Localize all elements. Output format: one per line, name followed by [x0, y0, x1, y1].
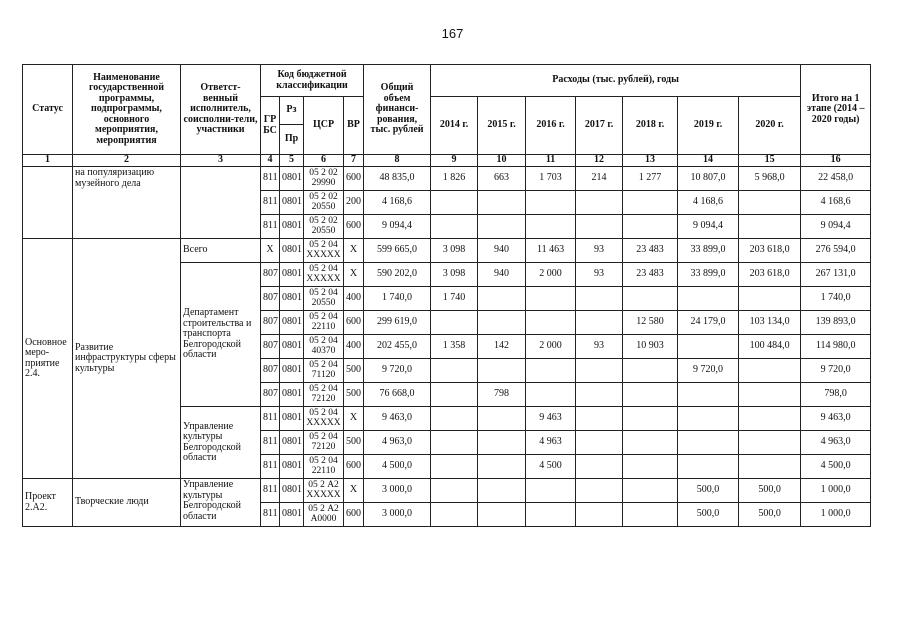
column-number: 10 [478, 155, 526, 167]
column-number: 3 [181, 155, 261, 167]
year-2018-cell [623, 407, 678, 431]
year-2020-cell [739, 455, 801, 479]
year-2016-cell [526, 479, 576, 503]
vr-cell: Х [344, 239, 364, 263]
year-2016-cell: 2 000 [526, 335, 576, 359]
vr-cell: 600 [344, 215, 364, 239]
header-status: Статус [23, 65, 73, 155]
rzpr-cell: 0801 [280, 503, 304, 527]
year-2020-cell: 103 134,0 [739, 311, 801, 335]
stage-total-cell: 22 458,0 [801, 167, 871, 191]
responsible-cell: Всего [181, 239, 261, 263]
header-year-2020: 2020 г. [739, 97, 801, 155]
year-2014-cell [431, 191, 478, 215]
total-cell: 9 720,0 [364, 359, 431, 383]
year-2017-cell [576, 407, 623, 431]
grbs-cell: 811 [261, 191, 280, 215]
year-2016-cell [526, 287, 576, 311]
vr-cell: 600 [344, 503, 364, 527]
grbs-cell: 811 [261, 407, 280, 431]
column-number: 4 [261, 155, 280, 167]
stage-total-cell: 1 000,0 [801, 479, 871, 503]
column-number: 6 [304, 155, 344, 167]
status-cell [23, 167, 73, 239]
header-csr: ЦСР [304, 97, 344, 155]
status-cell: Основное меро-приятие 2.4. [23, 239, 73, 479]
year-2020-cell [739, 407, 801, 431]
year-2019-cell: 24 179,0 [678, 311, 739, 335]
header-year-2019: 2019 г. [678, 97, 739, 155]
program-name: на популяризацию музейного дела [73, 167, 181, 239]
stage-total-cell: 798,0 [801, 383, 871, 407]
total-cell: 202 455,0 [364, 335, 431, 359]
year-2017-cell [576, 503, 623, 527]
year-2017-cell [576, 191, 623, 215]
column-number: 1 [23, 155, 73, 167]
year-2017-cell [576, 431, 623, 455]
year-2017-cell: 93 [576, 239, 623, 263]
year-2020-cell [739, 431, 801, 455]
rzpr-cell: 0801 [280, 311, 304, 335]
year-2014-cell [431, 431, 478, 455]
year-2014-cell [431, 407, 478, 431]
vr-cell: Х [344, 263, 364, 287]
csr-cell: 05 2 04 40370 [304, 335, 344, 359]
rzpr-cell: 0801 [280, 431, 304, 455]
year-2018-cell: 23 483 [623, 263, 678, 287]
grbs-cell: 811 [261, 455, 280, 479]
responsible-cell: Департамент строительства и транспорта Белгородской области [181, 263, 261, 407]
header-code-group: Код бюджетной классификации [261, 65, 364, 97]
year-2018-cell [623, 191, 678, 215]
stage-total-cell: 9 094,4 [801, 215, 871, 239]
total-cell: 4 500,0 [364, 455, 431, 479]
year-2020-cell [739, 359, 801, 383]
column-number: 8 [364, 155, 431, 167]
year-2019-cell [678, 383, 739, 407]
grbs-cell: 811 [261, 479, 280, 503]
year-2019-cell [678, 287, 739, 311]
year-2014-cell: 3 098 [431, 263, 478, 287]
csr-cell: 05 2 02 20550 [304, 215, 344, 239]
total-cell: 9 094,4 [364, 215, 431, 239]
year-2016-cell [526, 311, 576, 335]
header-pr: Пр [280, 125, 304, 155]
year-2019-cell [678, 431, 739, 455]
grbs-cell: 807 [261, 359, 280, 383]
page-number: 167 [441, 26, 464, 41]
year-2014-cell [431, 359, 478, 383]
year-2018-cell [623, 287, 678, 311]
year-2016-cell: 1 703 [526, 167, 576, 191]
header-grbs: ГР БС [261, 97, 280, 155]
year-2019-cell: 9 720,0 [678, 359, 739, 383]
year-2018-cell [623, 479, 678, 503]
csr-cell: 05 2 04 22110 [304, 455, 344, 479]
header-expenses-group: Расходы (тыс. рублей), годы [431, 65, 801, 97]
year-2019-cell [678, 455, 739, 479]
csr-cell: 05 2 04 72120 [304, 431, 344, 455]
year-2015-cell [478, 431, 526, 455]
csr-cell: 05 2 А2 ХХХХХ [304, 479, 344, 503]
total-cell: 299 619,0 [364, 311, 431, 335]
year-2017-cell [576, 215, 623, 239]
table-row [23, 479, 871, 503]
grbs-cell: 811 [261, 215, 280, 239]
rzpr-cell: 0801 [280, 407, 304, 431]
total-cell: 599 665,0 [364, 239, 431, 263]
csr-cell: 05 2 04 ХХХХХ [304, 263, 344, 287]
year-2015-cell [478, 311, 526, 335]
year-2019-cell [678, 407, 739, 431]
csr-cell: 05 2 02 20550 [304, 191, 344, 215]
rzpr-cell: 0801 [280, 335, 304, 359]
column-number: 5 [280, 155, 304, 167]
year-2017-cell [576, 287, 623, 311]
year-2020-cell [739, 191, 801, 215]
total-cell: 3 000,0 [364, 479, 431, 503]
grbs-cell: 807 [261, 311, 280, 335]
year-2019-cell: 4 168,6 [678, 191, 739, 215]
year-2019-cell: 9 094,4 [678, 215, 739, 239]
total-cell: 3 000,0 [364, 503, 431, 527]
grbs-cell: 811 [261, 167, 280, 191]
year-2016-cell: 11 463 [526, 239, 576, 263]
column-number: 15 [739, 155, 801, 167]
year-2020-cell: 5 968,0 [739, 167, 801, 191]
year-2015-cell [478, 407, 526, 431]
csr-cell: 05 2 04 71120 [304, 359, 344, 383]
total-cell: 4 168,6 [364, 191, 431, 215]
csr-cell: 05 2 04 ХХХХХ [304, 239, 344, 263]
year-2020-cell [739, 287, 801, 311]
status-cell: Проект 2.А2. [23, 479, 73, 527]
column-number: 7 [344, 155, 364, 167]
year-2015-cell: 798 [478, 383, 526, 407]
stage-total-cell: 1 740,0 [801, 287, 871, 311]
year-2015-cell: 940 [478, 263, 526, 287]
rzpr-cell: 0801 [280, 263, 304, 287]
vr-cell: 600 [344, 455, 364, 479]
program-name: Творческие люди [73, 479, 181, 527]
year-2015-cell [478, 191, 526, 215]
vr-cell: 600 [344, 311, 364, 335]
year-2017-cell [576, 479, 623, 503]
year-2015-cell: 663 [478, 167, 526, 191]
rzpr-cell: 0801 [280, 287, 304, 311]
year-2018-cell [623, 455, 678, 479]
rzpr-cell: 0801 [280, 215, 304, 239]
header-total: Общий объем финанси-рования, тыс. рублей [364, 65, 431, 155]
grbs-cell: 811 [261, 503, 280, 527]
header-name: Наименование государственной программы, подпрограммы, основного мероприятия, мероприятия [73, 65, 181, 155]
csr-cell: 05 2 02 29990 [304, 167, 344, 191]
year-2016-cell [526, 215, 576, 239]
csr-cell: 05 2 04 72120 [304, 383, 344, 407]
year-2018-cell [623, 383, 678, 407]
year-2017-cell [576, 359, 623, 383]
year-2017-cell: 214 [576, 167, 623, 191]
year-2018-cell: 23 483 [623, 239, 678, 263]
column-number: 9 [431, 155, 478, 167]
total-cell: 4 963,0 [364, 431, 431, 455]
csr-cell: 05 2 04 22110 [304, 311, 344, 335]
year-2016-cell [526, 359, 576, 383]
vr-cell: 500 [344, 383, 364, 407]
stage-total-cell: 9 463,0 [801, 407, 871, 431]
year-2017-cell: 93 [576, 335, 623, 359]
year-2017-cell [576, 311, 623, 335]
header-vr: ВР [344, 97, 364, 155]
year-2015-cell [478, 287, 526, 311]
stage-total-cell: 4 168,6 [801, 191, 871, 215]
vr-cell: 500 [344, 359, 364, 383]
year-2014-cell [431, 383, 478, 407]
year-2014-cell: 1 826 [431, 167, 478, 191]
table-row [23, 167, 871, 191]
csr-cell: 05 2 04 ХХХХХ [304, 407, 344, 431]
header-year-2018: 2018 г. [623, 97, 678, 155]
header-year-2016: 2016 г. [526, 97, 576, 155]
header-stage-total: Итого на 1 этапе (2014 – 2020 годы) [801, 65, 871, 155]
year-2015-cell: 940 [478, 239, 526, 263]
year-2020-cell [739, 215, 801, 239]
year-2015-cell [478, 503, 526, 527]
total-cell: 1 740,0 [364, 287, 431, 311]
rzpr-cell: 0801 [280, 479, 304, 503]
year-2016-cell: 2 000 [526, 263, 576, 287]
year-2014-cell [431, 503, 478, 527]
year-2015-cell: 142 [478, 335, 526, 359]
year-2015-cell [478, 455, 526, 479]
total-cell: 9 463,0 [364, 407, 431, 431]
year-2014-cell [431, 479, 478, 503]
rzpr-cell: 0801 [280, 167, 304, 191]
vr-cell: 400 [344, 335, 364, 359]
year-2019-cell: 500,0 [678, 503, 739, 527]
year-2020-cell: 500,0 [739, 479, 801, 503]
vr-cell: 600 [344, 167, 364, 191]
csr-cell: 05 2 А2 А0000 [304, 503, 344, 527]
year-2016-cell [526, 383, 576, 407]
column-number: 11 [526, 155, 576, 167]
stage-total-cell: 267 131,0 [801, 263, 871, 287]
year-2019-cell: 33 899,0 [678, 263, 739, 287]
table-body [23, 167, 871, 527]
vr-cell: Х [344, 479, 364, 503]
column-number: 2 [73, 155, 181, 167]
year-2016-cell [526, 503, 576, 527]
grbs-cell: 807 [261, 335, 280, 359]
stage-total-cell: 139 893,0 [801, 311, 871, 335]
header-responsible: Ответст-венный исполнитель, соисполни-тели, участники [181, 65, 261, 155]
csr-cell: 05 2 04 20550 [304, 287, 344, 311]
year-2018-cell: 1 277 [623, 167, 678, 191]
total-cell: 48 835,0 [364, 167, 431, 191]
year-2016-cell: 4 963 [526, 431, 576, 455]
year-2014-cell: 1 358 [431, 335, 478, 359]
year-2014-cell: 1 740 [431, 287, 478, 311]
year-2020-cell: 500,0 [739, 503, 801, 527]
year-2019-cell: 33 899,0 [678, 239, 739, 263]
year-2019-cell [678, 335, 739, 359]
total-cell: 590 202,0 [364, 263, 431, 287]
year-2017-cell [576, 383, 623, 407]
stage-total-cell: 9 720,0 [801, 359, 871, 383]
year-2014-cell [431, 311, 478, 335]
year-2018-cell: 10 903 [623, 335, 678, 359]
year-2018-cell [623, 215, 678, 239]
stage-total-cell: 4 963,0 [801, 431, 871, 455]
stage-total-cell: 4 500,0 [801, 455, 871, 479]
vr-cell: 500 [344, 431, 364, 455]
year-2019-cell: 10 807,0 [678, 167, 739, 191]
year-2017-cell: 93 [576, 263, 623, 287]
year-2018-cell: 12 580 [623, 311, 678, 335]
year-2016-cell: 9 463 [526, 407, 576, 431]
rzpr-cell: 0801 [280, 359, 304, 383]
year-2020-cell: 203 618,0 [739, 239, 801, 263]
rzpr-cell: 0801 [280, 383, 304, 407]
column-number: 16 [801, 155, 871, 167]
vr-cell: Х [344, 407, 364, 431]
rzpr-cell: 0801 [280, 455, 304, 479]
year-2016-cell [526, 191, 576, 215]
grbs-cell: 807 [261, 287, 280, 311]
year-2014-cell [431, 455, 478, 479]
header-year-2014: 2014 г. [431, 97, 478, 155]
year-2020-cell [739, 383, 801, 407]
header-year-2017: 2017 г. [576, 97, 623, 155]
column-number: 12 [576, 155, 623, 167]
grbs-cell: 807 [261, 383, 280, 407]
year-2015-cell [478, 359, 526, 383]
year-2014-cell: 3 098 [431, 239, 478, 263]
column-number: 13 [623, 155, 678, 167]
stage-total-cell: 1 000,0 [801, 503, 871, 527]
rzpr-cell: 0801 [280, 239, 304, 263]
responsible-cell: Управление культуры Белгородской области [181, 407, 261, 479]
header-rz: Рз [280, 97, 304, 125]
responsible-cell: Управление культуры Белгородской области [181, 479, 261, 527]
grbs-cell: 811 [261, 431, 280, 455]
stage-total-cell: 114 980,0 [801, 335, 871, 359]
budget-table [22, 64, 871, 527]
year-2018-cell [623, 431, 678, 455]
year-2020-cell: 100 484,0 [739, 335, 801, 359]
grbs-cell: Х [261, 239, 280, 263]
year-2015-cell [478, 215, 526, 239]
total-cell: 76 668,0 [364, 383, 431, 407]
rzpr-cell: 0801 [280, 191, 304, 215]
year-2016-cell: 4 500 [526, 455, 576, 479]
grbs-cell: 807 [261, 263, 280, 287]
year-2019-cell: 500,0 [678, 479, 739, 503]
year-2018-cell [623, 359, 678, 383]
program-name: Развитие инфраструктуры сферы культуры [73, 239, 181, 479]
header-year-2015: 2015 г. [478, 97, 526, 155]
stage-total-cell: 276 594,0 [801, 239, 871, 263]
year-2014-cell [431, 215, 478, 239]
vr-cell: 400 [344, 287, 364, 311]
table-row [23, 239, 871, 263]
year-2018-cell [623, 503, 678, 527]
year-2017-cell [576, 455, 623, 479]
column-number: 14 [678, 155, 739, 167]
vr-cell: 200 [344, 191, 364, 215]
year-2020-cell: 203 618,0 [739, 263, 801, 287]
year-2015-cell [478, 479, 526, 503]
responsible-cell [181, 167, 261, 239]
